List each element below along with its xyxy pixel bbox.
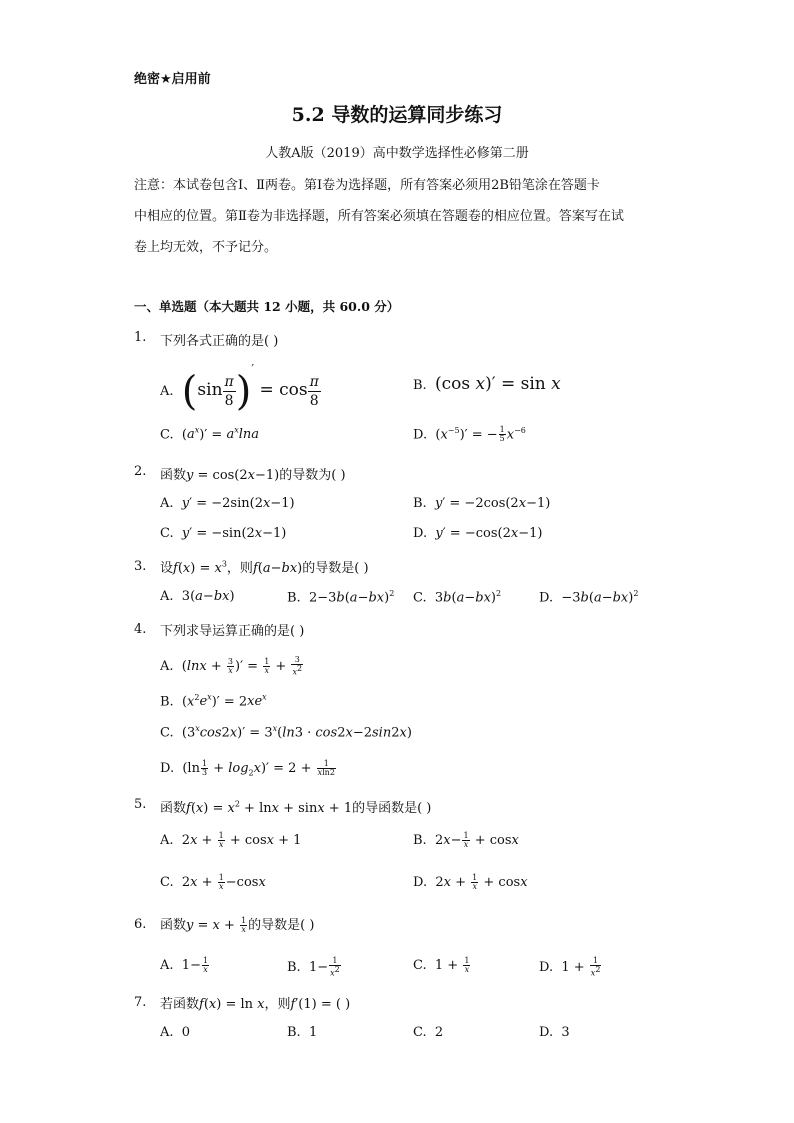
- option-6d: D. 1 + $\frac{1}{x^2}$: [539, 956, 601, 978]
- option-6c: C. 1 + $\frac{1}{x}$: [413, 956, 470, 974]
- option-4b: B. $(x^2e^x)' = 2xe^x$: [160, 693, 267, 710]
- option-6a: A. 1− $\frac{1}{x}$: [160, 956, 209, 974]
- option-4a: A. (lnx + $\frac{3}{x}$ )′ = $\frac{1}{x}$ + $\frac{3}{x^2}$: [160, 655, 303, 677]
- question-stem: 下列求导运算正确的是( ): [160, 624, 305, 639]
- option-5a: A. 2x + $\frac{1}{x}$ + cosx + 1: [160, 831, 302, 849]
- option-2b: B. y′ = −2cos(2x−1): [413, 496, 551, 511]
- question-stem: 下列各式正确的是( ): [160, 334, 279, 349]
- notice-line: 卷上均无效，不予记分。: [134, 240, 278, 255]
- option-1b: B. (cos x)′ = sin x: [413, 374, 561, 394]
- option-7b: B. 1: [287, 1025, 318, 1040]
- page-title: 5.2 导数的运算同步练习: [291, 104, 503, 126]
- question-number: 3.: [134, 559, 147, 574]
- option-4c: C. $(3^x\cos 2x)' = 3^x(\ln 3 \cdot \cos 2x-2\sin 2x)$: [160, 724, 412, 741]
- question-number: 4.: [134, 622, 147, 637]
- option-5b: B. 2x− $\frac{1}{x}$ + cosx: [413, 831, 519, 849]
- option-1a: A. (sin $\frac{\pi}{8}$ )′ = cos $\frac{\pi}{8}$: [160, 362, 319, 415]
- question-number: 2.: [134, 464, 147, 479]
- option-2d: D. y′ = −cos(2x−1): [413, 526, 543, 541]
- option-5c: C. 2x + $\frac{1}{x}$ −cosx: [160, 873, 266, 891]
- option-2a: A. y′ = −2sin(2x−1): [160, 496, 295, 511]
- option-7a: A. 0: [160, 1025, 191, 1040]
- option-2c: C. y′ = −sin(2x−1): [160, 526, 287, 541]
- option-3c: C. $3b(a-bx)^2$: [413, 589, 502, 606]
- question-number: 5.: [134, 797, 147, 812]
- option-7d: D. 3: [539, 1025, 570, 1040]
- confidential-label: 绝密★启用前: [134, 72, 211, 87]
- option-3b: B. $2-3b(a-bx)^2$: [287, 589, 395, 606]
- option-3a: A. 3(a−bx): [160, 589, 235, 604]
- question-number: 6.: [134, 917, 147, 932]
- question-stem: 设$f(x) = x^3$，则f(a−bx)的导数是( ): [160, 559, 369, 576]
- question-stem: 若函数f(x) = ln x，则f′(1) = ( ): [160, 997, 351, 1012]
- page-subtitle: 人教A版（2019）高中数学选择性必修第二册: [265, 146, 529, 161]
- option-1d: D. $(x^{-5})'$ = − $\frac{1}{5}$ $x^{-6}$: [413, 425, 526, 444]
- section-heading: 一、单选题（本大题共 12 小题，共 60.0 分）: [134, 299, 400, 314]
- option-6b: B. 1− $\frac{1}{x^2}$: [287, 956, 340, 978]
- option-7c: C. 2: [413, 1025, 444, 1040]
- option-4d: D. (ln $\frac{1}{3}$ + $\log_2x)' = 2$ + $\frac{1}{xln2}$: [160, 759, 335, 778]
- question-number: 1.: [134, 330, 147, 345]
- question-stem: 函数y = cos(2x−1)的导数为( ): [160, 468, 346, 483]
- exam-notice: [134, 170, 674, 263]
- notice-line: 注意：本试卷包含Ⅰ、Ⅱ两卷。第Ⅰ卷为选择题，所有答案必须用2B铅笔涂在答题卡: [134, 178, 600, 193]
- option-1c: C. $(a^x)' = a^x\ln a$: [160, 426, 259, 443]
- question-stem: 函数y = x + $\frac{1}{x}$ 的导数是( ): [160, 916, 315, 934]
- option-5d: D. 2x + $\frac{1}{x}$ + cosx: [413, 873, 528, 891]
- question-number: 7.: [134, 995, 147, 1010]
- option-3d: D. $-3b(a-bx)^2$: [539, 589, 639, 606]
- notice-line: 中相应的位置。第Ⅱ卷为非选择题，所有答案必须填在答题卷的相应位置。答案写在试: [134, 209, 624, 224]
- question-stem: 函数$f(x) = x^2 + \ln x + \sin x + 1$的导函数是( ): [160, 799, 432, 816]
